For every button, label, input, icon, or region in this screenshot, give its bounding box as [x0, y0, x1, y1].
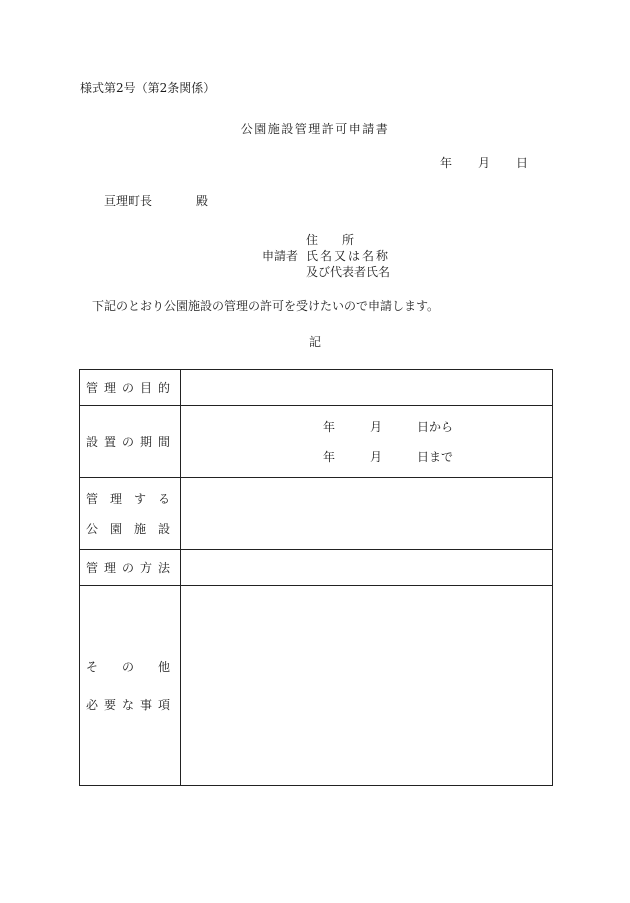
applicant-role-label: 申請者 — [262, 249, 299, 263]
row-label-char: の — [121, 659, 134, 674]
table-row — [80, 478, 553, 550]
period-from-month: 月 — [370, 420, 383, 434]
date-month-label: 月 — [478, 156, 491, 170]
ki-heading: 記 — [308, 335, 321, 349]
row-label-char: 理 — [109, 491, 122, 506]
row-label-char: の — [121, 560, 134, 575]
row-label-line — [86, 435, 170, 449]
date-year-label: 年 — [440, 156, 453, 170]
row-label-char: 理 — [103, 560, 116, 575]
document-title: 公園施設管理許可申請書 — [240, 122, 390, 136]
row-label-char: 方 — [139, 560, 152, 575]
row-value[interactable] — [181, 370, 553, 406]
row-value[interactable] — [181, 478, 553, 550]
row-label-line — [86, 492, 170, 506]
row-value[interactable] — [181, 406, 553, 478]
row-label-line — [86, 381, 170, 395]
application-details-table — [79, 369, 553, 786]
row-label-char: な — [121, 697, 134, 712]
table-row — [80, 586, 553, 786]
row-label-char: 期 — [139, 434, 152, 449]
period-from-line — [181, 420, 552, 434]
applicant-address-label: 住 所 — [306, 233, 355, 247]
row-label — [80, 586, 181, 786]
row-label-char: 公 — [86, 521, 99, 536]
row-label-char: 園 — [109, 521, 122, 536]
period-from-day-suffix: 日から — [417, 420, 454, 434]
row-label-char: そ — [86, 659, 99, 674]
row-label-char: 間 — [157, 434, 170, 449]
row-label-char: 他 — [157, 659, 170, 674]
row-label-char: 設 — [86, 434, 99, 449]
row-label-char: の — [121, 434, 134, 449]
applicant-name-label: 氏名又は名称 — [306, 249, 391, 263]
table-row — [80, 550, 553, 586]
period-to-day-suffix: 日まで — [417, 450, 454, 464]
period-to-line — [181, 450, 552, 464]
row-label-char: 管 — [86, 560, 99, 575]
row-label-char: 管 — [86, 380, 99, 395]
row-label-char: 施 — [133, 521, 146, 536]
row-label-char: る — [157, 491, 170, 506]
row-label-char: 設 — [157, 521, 170, 536]
row-label — [80, 406, 181, 478]
row-label-char: 置 — [103, 434, 116, 449]
date-line — [440, 156, 528, 170]
row-label-line — [86, 698, 170, 712]
addressee — [104, 194, 208, 208]
period-from-year: 年 — [323, 420, 336, 434]
row-label-char: 項 — [157, 697, 170, 712]
row-label-char: 的 — [157, 380, 170, 395]
period-to-year: 年 — [323, 450, 336, 464]
addressee-honorific: 殿 — [196, 194, 209, 208]
row-label-char: 理 — [103, 380, 116, 395]
row-label-char: 管 — [86, 491, 99, 506]
row-label-line — [86, 660, 170, 674]
row-label-line — [86, 561, 170, 575]
row-label-char: 事 — [139, 697, 152, 712]
period-to-month: 月 — [370, 450, 383, 464]
row-label-char: 法 — [157, 560, 170, 575]
row-label-char: 目 — [139, 380, 152, 395]
row-label — [80, 550, 181, 586]
row-label-char: の — [121, 380, 134, 395]
row-label — [80, 478, 181, 550]
row-label — [80, 370, 181, 406]
row-value[interactable] — [181, 550, 553, 586]
row-label-line — [86, 522, 170, 536]
table-row — [80, 370, 553, 406]
addressee-mayor: 亘理町長 — [104, 194, 153, 208]
row-label-char: す — [133, 491, 146, 506]
applicant-representative-label: 及び代表者氏名 — [306, 265, 391, 279]
table-row — [80, 406, 553, 478]
form-number: 様式第2号（第2条関係） — [80, 81, 216, 95]
intro-statement: 下記のとおり公園施設の管理の許可を受けたいので申請します。 — [92, 299, 440, 313]
row-value[interactable] — [181, 586, 553, 786]
date-day-label: 日 — [516, 156, 529, 170]
row-label-char: 必 — [86, 697, 99, 712]
applicant-block — [262, 232, 390, 280]
row-label-char: 要 — [103, 697, 116, 712]
